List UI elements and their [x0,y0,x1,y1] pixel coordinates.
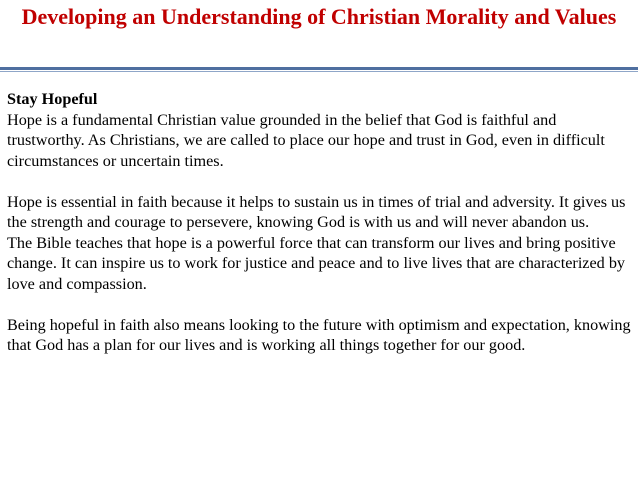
divider-thick-line [0,67,638,70]
paragraph-hope-essential: Hope is essential in faith because it helps to sustain us in times of trial and adversity. It gives us the strength and courage to persevere, knowing God is with us and will never abandon us. [7,192,626,231]
paragraph-spacer [7,294,631,315]
divider-thin-line [0,71,638,72]
paragraph-spacer [7,171,631,192]
slide-body [7,89,631,356]
section-heading: Stay Hopeful [7,90,98,108]
paragraph-being-hopeful: Being hopeful in faith also means looking to the future with optimism and expectation, knowing that God has a plan for our lives and is working all things together for our good. [7,315,631,354]
paragraph-hope-definition: Hope is a fundamental Christian value grounded in the belief that God is faithful and trustworthy. As Christians, we are called to place our hope and trust in God, even in difficult circumstances or uncertain times. [7,110,605,170]
slide-title: Developing an Understanding of Christian Morality and Values [21,4,617,29]
paragraph-bible-teaches: The Bible teaches that hope is a powerful force that can transform our lives and bring positive change. It can inspire us to work for justice and peace and to live lives that are characterized by love and compassion. [7,233,626,293]
title-divider [0,67,638,73]
